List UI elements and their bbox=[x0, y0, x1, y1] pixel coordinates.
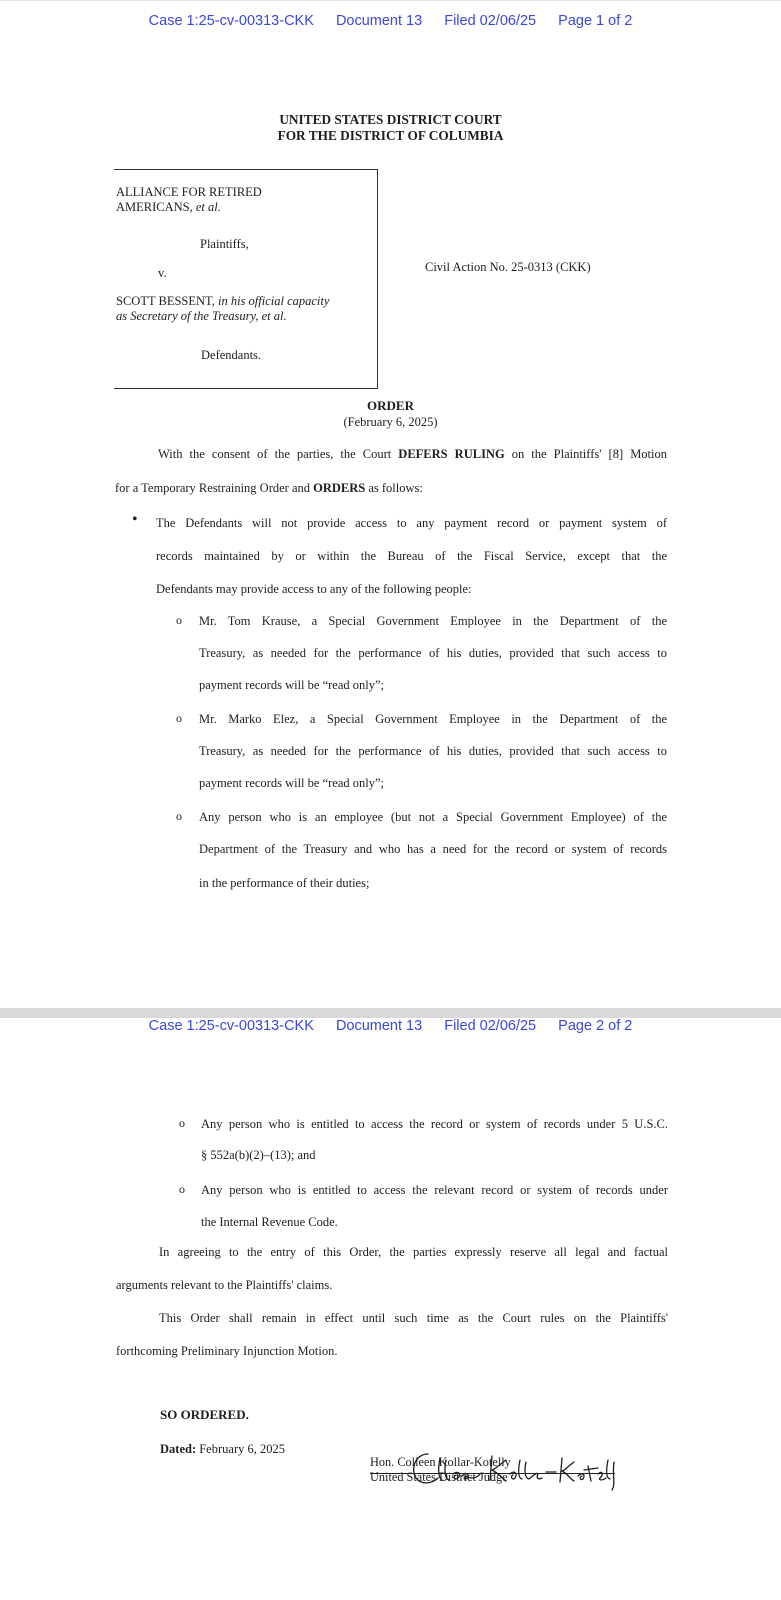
sub-item-3-line-3: in the performance of their duties; bbox=[199, 876, 370, 890]
court-name: UNITED STATES DISTRICT COURT FOR THE DISTRICT OF COLUMBIA bbox=[277, 112, 504, 143]
sub-item-4-line-1: Any person who is entitled to access the record or system of records under 5 U.S.C. bbox=[201, 1117, 668, 1131]
bullet-icon: • bbox=[132, 511, 138, 528]
circle-bullet-icon: o bbox=[176, 809, 182, 823]
circle-bullet-icon: o bbox=[179, 1182, 185, 1196]
page-separator bbox=[0, 1008, 781, 1018]
document-number: Document 13 bbox=[335, 1018, 423, 1034]
case-number: Case 1:25-cv-00313-CKK bbox=[148, 13, 314, 29]
sub-item-2-line-2: Treasury, as needed for the performance of his duties, provided that such access to bbox=[199, 744, 667, 758]
page-number: Page 2 of 2 bbox=[558, 1018, 633, 1034]
sub-item-1-line-3: payment records will be “read only”; bbox=[199, 678, 384, 692]
filed-date: Filed 02/06/25 bbox=[444, 13, 537, 29]
circle-bullet-icon: o bbox=[179, 1116, 185, 1130]
defendants-label: Defendants. bbox=[201, 348, 262, 362]
judge-title: United States District Judge bbox=[370, 1470, 508, 1484]
dated-line: Dated: February 6, 2025 bbox=[160, 1442, 285, 1456]
bullet-line-1: The Defendants will not provide access to any payment record or payment system of bbox=[156, 516, 667, 530]
defendant-name: SCOTT BESSENT, in his official capacity as Secretary of the Treasury, et al. bbox=[116, 294, 330, 323]
sub-item-3-line-2: Department of the Treasury and who has a need for the record or system of records bbox=[199, 842, 667, 856]
page-number: Page 1 of 2 bbox=[558, 13, 633, 29]
sub-item-2-line-1: Mr. Marko Elez, a Special Government Employee in the Department of the bbox=[199, 712, 667, 726]
paragraph-1-line-1: In agreeing to the entry of this Order, the parties expressly reserve all legal and factual bbox=[159, 1245, 668, 1259]
case-number: Case 1:25-cv-00313-CKK bbox=[148, 1018, 314, 1034]
paragraph-2-line-1: This Order shall remain in effect until such time as the Court rules on the Plaintiffs' bbox=[159, 1311, 668, 1325]
sub-item-5-line-1: Any person who is entitled to access the relevant record or system of records under bbox=[201, 1183, 668, 1197]
page-header bbox=[0, 1018, 781, 1034]
circle-bullet-icon: o bbox=[176, 613, 182, 627]
bullet-line-3: Defendants may provide access to any of the following people: bbox=[156, 582, 472, 596]
plaintiffs-label: Plaintiffs, bbox=[200, 237, 249, 251]
paragraph-2-line-2: forthcoming Preliminary Injunction Motion. bbox=[116, 1344, 338, 1358]
order-title: ORDER bbox=[367, 398, 414, 413]
intro-line-1: With the consent of the parties, the Court DEFERS RULING on the Plaintiffs' [8] Motion bbox=[158, 447, 668, 461]
judge-name: Hon. Colleen Kollar-Kotelly bbox=[370, 1455, 511, 1469]
civil-action-number: Civil Action No. 25-0313 (CKK) bbox=[425, 260, 591, 274]
versus: v. bbox=[158, 266, 167, 280]
document-page-2 bbox=[0, 1018, 781, 1600]
sub-item-1-line-1: Mr. Tom Krause, a Special Government Employee in the Department of the bbox=[199, 614, 667, 628]
bullet-line-2: records maintained by or within the Bureau of the Fiscal Service, except that the bbox=[156, 549, 667, 563]
sub-item-5-line-2: the Internal Revenue Code. bbox=[201, 1215, 338, 1229]
handwritten-signature bbox=[406, 1448, 622, 1494]
intro-line-2: for a Temporary Restraining Order and ORDERS as follows: bbox=[115, 481, 423, 495]
paragraph-1-line-2: arguments relevant to the Plaintiffs' claims. bbox=[116, 1278, 333, 1292]
order-date: (February 6, 2025) bbox=[343, 415, 438, 429]
plaintiff-name: ALLIANCE FOR RETIRED AMERICANS, et al. bbox=[116, 185, 262, 214]
sub-item-3-line-1: Any person who is an employee (but not a Special Government Employee) of the bbox=[199, 810, 667, 824]
sub-item-1-line-2: Treasury, as needed for the performance of his duties, provided that such access to bbox=[199, 646, 667, 660]
sub-item-4-line-2: § 552a(b)(2)–(13); and bbox=[201, 1148, 316, 1162]
so-ordered: SO ORDERED. bbox=[160, 1407, 249, 1422]
page-header bbox=[0, 13, 781, 29]
sub-item-2-line-3: payment records will be “read only”; bbox=[199, 776, 384, 790]
filed-date: Filed 02/06/25 bbox=[444, 1018, 537, 1034]
circle-bullet-icon: o bbox=[176, 711, 182, 725]
document-number: Document 13 bbox=[335, 13, 423, 29]
